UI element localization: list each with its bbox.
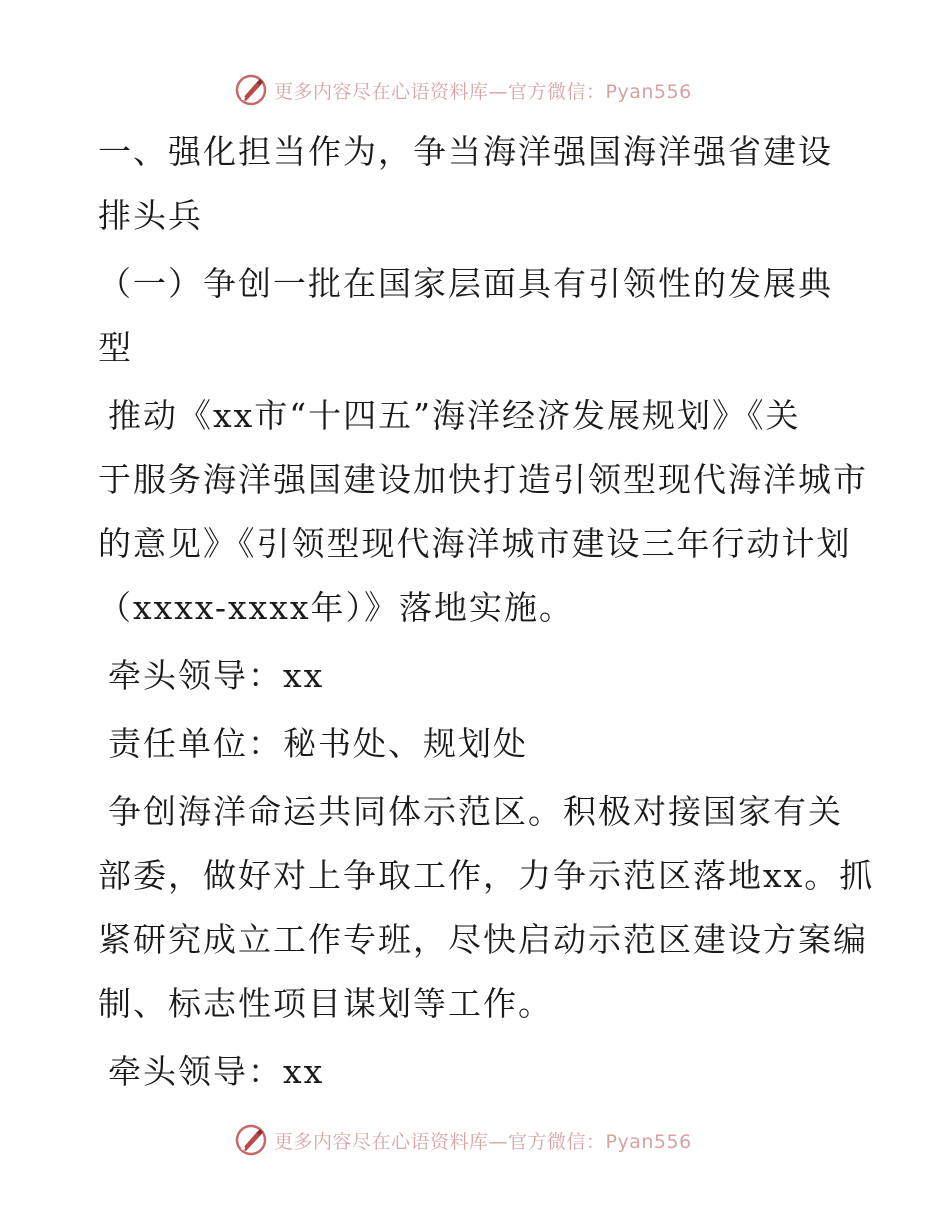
footer-watermark — [234, 1122, 692, 1158]
lead-leader-1: 牵头领导：xx — [108, 656, 325, 695]
heading-level2-line2: 型 — [98, 328, 133, 367]
paragraph1-line4: （xxxx-xxxx年）》落地实施。 — [98, 588, 574, 627]
paragraph1-line2: 于服务海洋强国建设加快打造引领型现代海洋城市 — [98, 460, 868, 499]
watermark-text: 更多内容尽在心语资料库—官方微信：Pyan556 — [274, 80, 692, 103]
paragraph2-line2: 部委，做好对上争取工作，力争示范区落地xx。抓 — [98, 856, 875, 895]
pen-logo-icon — [234, 1123, 268, 1157]
paragraph1-line3: 的意见》《引领型现代海洋城市建设三年行动计划 — [98, 524, 852, 563]
header-watermark — [234, 72, 692, 108]
paragraph1-line1: 推动《xx市“十四五”海洋经济发展规划》《关 — [108, 396, 801, 435]
watermark-text: 更多内容尽在心语资料库—官方微信：Pyan556 — [274, 1130, 692, 1153]
paragraph2-line4: 制、标志性项目谋划等工作。 — [98, 984, 553, 1023]
pen-logo-icon — [234, 73, 268, 107]
heading-level1-line1: 一、强化担当作为，争当海洋强国海洋强省建设 — [98, 132, 833, 171]
paragraph2-line1: 争创海洋命运共同体示范区。积极对接国家有关 — [108, 792, 843, 831]
document-body — [98, 120, 875, 1104]
heading-level2-line1: （一）争创一批在国家层面具有引领性的发展典 — [98, 264, 833, 303]
heading-level1-line2: 排头兵 — [98, 196, 203, 235]
paragraph2-line3: 紧研究成立工作专班，尽快启动示范区建设方案编 — [98, 920, 868, 959]
responsible-unit-1: 责任单位：秘书处、规划处 — [108, 724, 528, 763]
lead-leader-2: 牵头领导：xx — [108, 1052, 325, 1091]
